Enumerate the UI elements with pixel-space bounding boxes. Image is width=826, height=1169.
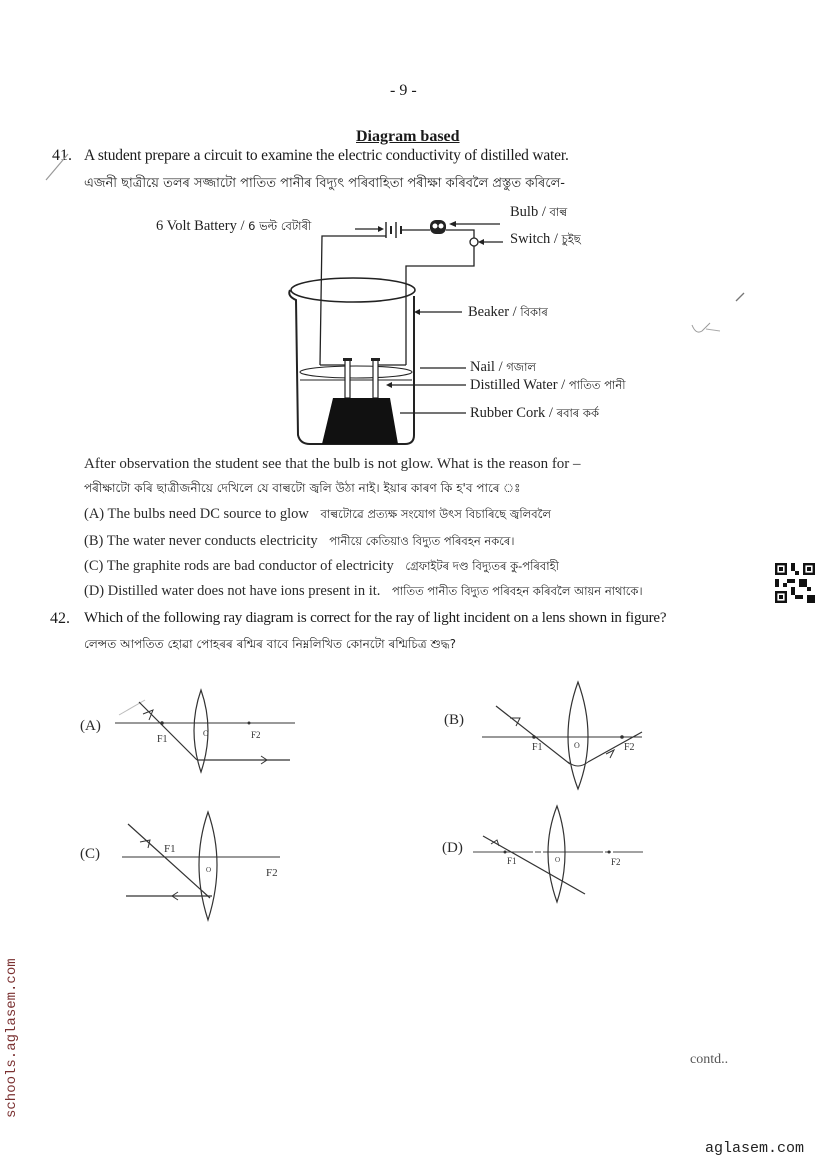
question-42-option-d-label[interactable]: (D) bbox=[442, 840, 463, 856]
continued-note: contd.. bbox=[690, 1052, 729, 1067]
svg-text:F1: F1 bbox=[532, 742, 543, 753]
svg-text:F2: F2 bbox=[251, 730, 261, 740]
question-42-option-c-label[interactable]: (C) bbox=[80, 846, 100, 862]
svg-text:F2: F2 bbox=[266, 867, 278, 879]
handwritten-tick-mark-icon bbox=[40, 150, 70, 190]
svg-text:O: O bbox=[555, 856, 561, 864]
label-battery: 6 Volt Battery / 6 ভল্ট বেটাৰী bbox=[156, 218, 312, 234]
switch-icon bbox=[470, 238, 478, 246]
label-bulb: Bulb / বাল্ব bbox=[510, 204, 568, 220]
watermark-bottom-url: aglasem.com bbox=[705, 1140, 805, 1157]
rubber-cork-icon bbox=[322, 398, 398, 444]
question-41-option-c[interactable]: (C) The graphite rods are bad conductor of electricity গ্ৰেফাইটৰ দণ্ড বিদ্যুতৰ কু-পৰিবাহী bbox=[84, 558, 559, 574]
ray-diagram-d bbox=[473, 802, 673, 912]
label-distilled-water: Distilled Water / পাতিত পানী bbox=[470, 377, 626, 393]
question-41-text-en: A student prepare a circuit to examine the electric conductivity of distilled water. bbox=[84, 147, 569, 164]
question-42-option-b-label[interactable]: (B) bbox=[444, 712, 464, 728]
section-title: Diagram based bbox=[356, 128, 460, 145]
question-42-number: 42. bbox=[50, 610, 70, 627]
watermark-side-url: schools.aglasem.com bbox=[4, 958, 20, 1118]
svg-text:O: O bbox=[206, 866, 212, 874]
ray-diagram-b bbox=[482, 674, 682, 794]
question-41-option-a[interactable]: (A) The bulbs need DC source to glow বাল্বটোৱে প্ৰত্যক্ষ সংযোগ উৎস বিচাৰিছে জ্বলিবলৈ bbox=[84, 506, 551, 522]
battery-icon bbox=[386, 222, 401, 238]
svg-text:O: O bbox=[203, 729, 209, 738]
bulb-icon bbox=[430, 220, 446, 234]
svg-text:F2: F2 bbox=[624, 742, 635, 753]
svg-text:F1: F1 bbox=[157, 734, 168, 745]
qr-code-icon bbox=[775, 563, 815, 603]
ray-diagram-a bbox=[115, 680, 315, 780]
question-41-followup-en: After observation the student see that the bulb is not glow. What is the reason for – bbox=[84, 456, 581, 472]
question-41-option-d[interactable]: (D) Distilled water does not have ions present in it. পাতিত পানীত বিদ্যুত পৰিবহন কৰিবলৈ আয়ন নাথাকে। bbox=[84, 583, 643, 599]
question-42-text-as: লেন্সত আপতিত হোৱা পোহৰৰ ৰশ্মিৰ বাবে নিম্নলিখিত কোনটো ৰশ্মিচিত্ৰ শুদ্ধ? bbox=[84, 637, 457, 651]
question-42-text-en: Which of the following ray diagram is correct for the ray of light incident on a lens shown in figure? bbox=[84, 610, 667, 626]
svg-text:F1: F1 bbox=[164, 843, 176, 855]
question-41-followup-as: পৰীক্ষাটো কৰি ছাত্ৰীজনীয়ে দেখিলে যে বাল্বটো জ্বলি উঠা নাই। ইয়াৰ কাৰণ কি হ'ব পাৰে ঃ bbox=[84, 481, 521, 495]
label-switch: Switch / চুইছ bbox=[510, 231, 581, 247]
handwritten-check-mark-icon bbox=[680, 285, 760, 345]
label-rubber-cork: Rubber Cork / ৰবাৰ কৰ্ক bbox=[470, 405, 600, 421]
question-41-option-b[interactable]: (B) The water never conducts electricity পানীয়ে কেতিয়াও বিদ্যুত পৰিবহন নকৰে। bbox=[84, 533, 515, 549]
svg-text:O: O bbox=[574, 741, 580, 750]
page-number: - 9 - bbox=[390, 82, 417, 99]
question-41-text-as: এজনী ছাত্ৰীয়ে তলৰ সজ্জাটো পাতিত পানীৰ বিদ্যুৎ পৰিবাহিতা পৰীক্ষা কৰিবলৈ প্ৰস্তুত কৰিলে- bbox=[84, 176, 565, 191]
ray-diagram-c bbox=[120, 804, 320, 924]
label-nail: Nail / গজাল bbox=[470, 359, 536, 375]
label-beaker: Beaker / বিকাৰ bbox=[468, 304, 548, 320]
question-41-number: 41. bbox=[52, 147, 72, 164]
svg-text:F2: F2 bbox=[611, 857, 621, 867]
svg-text:F1: F1 bbox=[507, 856, 517, 866]
question-42-option-a-label[interactable]: (A) bbox=[80, 718, 101, 734]
